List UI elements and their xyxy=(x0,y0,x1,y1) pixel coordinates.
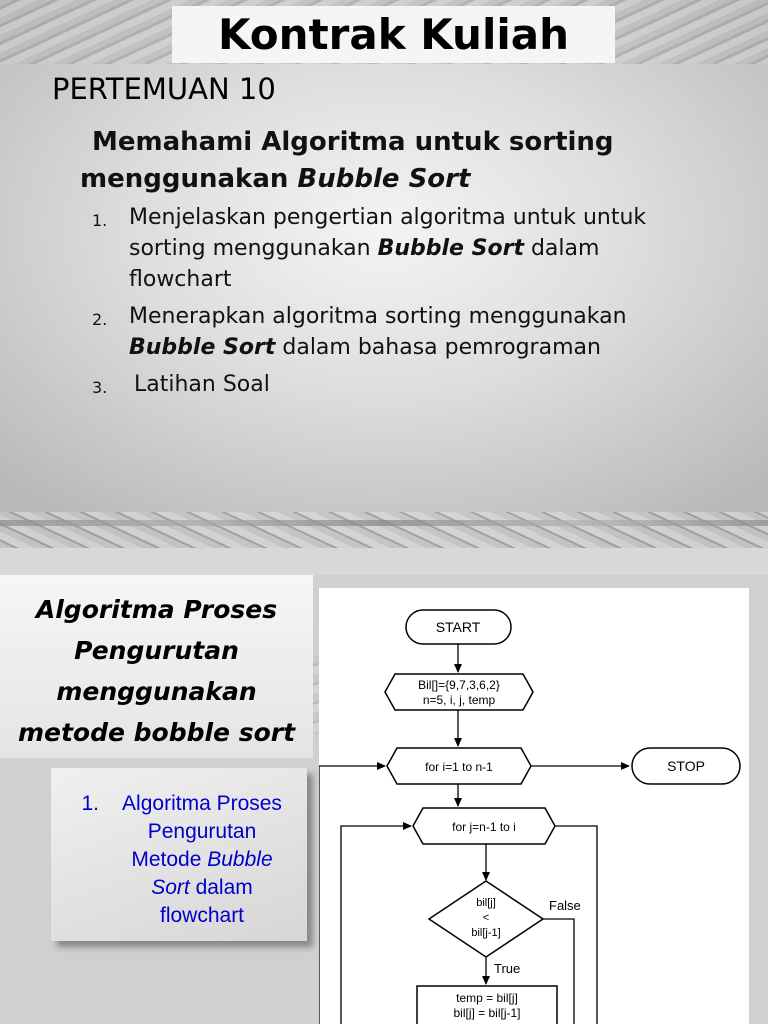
caption-text: Pengurutan xyxy=(147,820,257,843)
heading-line: Algoritma Proses xyxy=(35,595,278,624)
loop-i-label: for i=1 to n-1 xyxy=(425,760,493,774)
objective-text-post: dalam bahasa pemrograman xyxy=(275,335,601,360)
subheading-line1: Memahami Algoritma untuk sorting xyxy=(92,127,614,157)
caption-indent xyxy=(51,874,109,902)
objective-item xyxy=(92,202,692,295)
stop-label: STOP xyxy=(667,758,705,774)
caption-indent xyxy=(51,902,109,930)
objective-text-pre: Menerapkan algoritma sorting menggunakan xyxy=(129,304,627,329)
caption-text-prefix: Metode xyxy=(131,848,208,871)
caption-row xyxy=(51,902,307,930)
heading-line: Pengurutan xyxy=(74,636,239,665)
objective-text-pre: Menjelaskan pengertian algoritma untuk untuk sorting menggunakan xyxy=(129,205,647,261)
subheading-line2-prefix: menggunakan xyxy=(80,164,298,194)
objective-text-emph: Bubble Sort xyxy=(129,335,276,360)
heading-line: menggunakan xyxy=(56,677,257,706)
decorative-frame-bottom xyxy=(0,512,768,548)
objective-number: 2. xyxy=(92,310,108,329)
slide-title: Kontrak Kuliah xyxy=(172,6,615,63)
swap-line1: temp = bil[j] xyxy=(456,991,518,1005)
caption-text: Algoritma Proses xyxy=(122,792,282,815)
flowchart-panel xyxy=(319,588,749,1024)
slide-bubble-sort-flowchart xyxy=(0,575,768,1024)
caption-text xyxy=(109,874,307,902)
caption-row xyxy=(51,818,307,846)
objective-text-post: dalam flowchart xyxy=(129,236,600,292)
objective-text: Latihan Soal xyxy=(134,372,270,397)
objective-item xyxy=(92,301,692,363)
subheading-line2-emph: Bubble Sort xyxy=(297,164,471,194)
objective-text-emph: Bubble Sort xyxy=(377,236,524,261)
meeting-label: PERTEMUAN 10 xyxy=(52,72,276,106)
caption-row xyxy=(51,874,307,902)
caption-indent xyxy=(51,846,109,874)
flowchart-caption-box xyxy=(51,768,307,941)
objective-number: 3. xyxy=(92,378,108,397)
inner-loop-exit xyxy=(555,826,597,1024)
init-label-line1: Bil[]={9,7,3,6,2} xyxy=(418,678,500,692)
decision-line2: < xyxy=(482,912,490,924)
start-label: START xyxy=(435,619,481,635)
loop-j-label: for j=n-1 to i xyxy=(452,820,516,834)
slide-subheading xyxy=(80,124,700,198)
false-label: False xyxy=(549,898,581,913)
objectives-list xyxy=(92,202,692,403)
slide2-heading xyxy=(0,575,313,758)
swap-line2: bil[j] = bil[j-1] xyxy=(453,1006,521,1020)
caption-number: 1. xyxy=(81,792,99,815)
init-label-line2: n=5, i, j, temp xyxy=(422,693,496,707)
objective-item xyxy=(92,369,692,403)
caption-text xyxy=(109,846,307,874)
inner-loop-return xyxy=(341,826,411,1024)
objective-text xyxy=(129,301,692,363)
caption-text-emph: Bubble xyxy=(207,848,273,871)
true-label: True xyxy=(494,961,521,976)
caption-row xyxy=(51,790,307,818)
caption-indent xyxy=(51,818,109,846)
objective-text xyxy=(129,202,692,295)
decision-line1: bil[j] xyxy=(476,897,496,909)
caption-row xyxy=(51,846,307,874)
bubble-sort-flowchart xyxy=(319,588,749,1024)
heading-line xyxy=(0,712,313,753)
caption-text-suffix: dalam xyxy=(189,876,253,899)
caption-text-emph: Sort xyxy=(151,876,190,899)
heading-line4-prefix: metode xyxy=(17,718,134,747)
objective-number: 1. xyxy=(92,211,108,230)
caption-text: flowchart xyxy=(159,904,245,927)
decision-line3: bil[j-1] xyxy=(471,927,501,939)
heading-line4-emph: bobble sort xyxy=(133,718,296,747)
